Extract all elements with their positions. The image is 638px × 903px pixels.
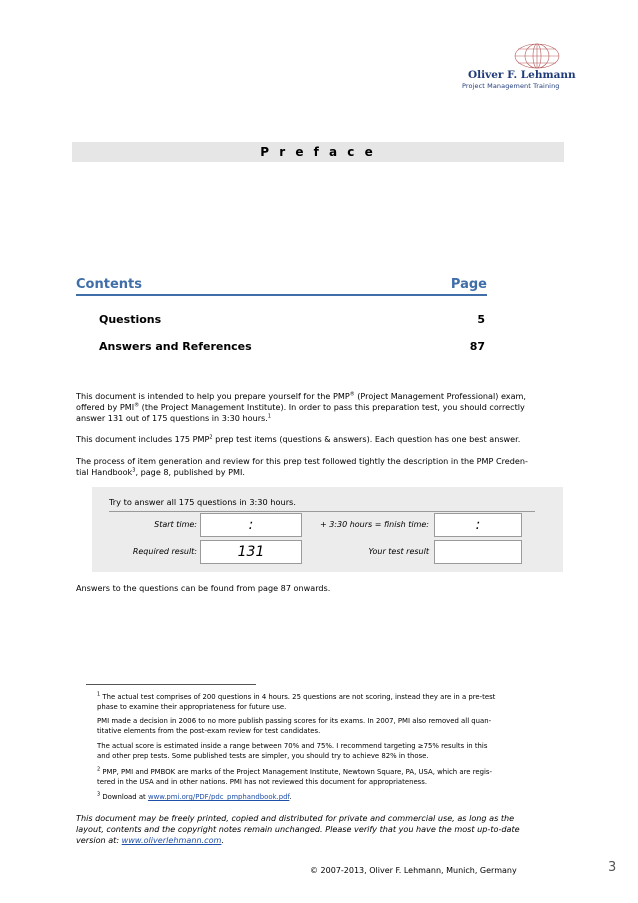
test-result-field[interactable] (434, 540, 522, 564)
footnote-2: $^2$ PMP, PMI and PMBOK are marks of the Project Management Institute, Newtown Square, PA, USA, which are regis- tered in the USA and in other nations. PMI has not reviewed this document for appropriateness. (97, 766, 492, 786)
footnote-1-continued: PMI made a decision in 2006 to no more publish passing scores for its exams. In 2007, PMI also removed all quan- titative elements from the post-exam review for test candidates. (97, 717, 492, 735)
footnote-3: $^3$ Download at www.pmi.org/PDF/pdc_pmphandbook.pdf. (97, 791, 292, 801)
toc-entry-title: Answers and References (99, 340, 252, 353)
page-heading: Page (450, 277, 487, 292)
toc-entry-page: 87 (469, 340, 485, 353)
divider (109, 511, 535, 512)
intro-paragraph-1: This document is intended to help you prepare yourself for the PMP® (Project Management Professional) exam, offered by PMI® (the Project Management Institute). In order to pass this preparation test, you should correctly answer 131 out of 175 questions in 3:30 hours.$^1$ (76, 391, 527, 423)
start-time-label: Start time: (154, 520, 197, 529)
intro-paragraph-3: The process of item generation and review for this prep test followed tightly the description in the PMP Creden- tial Handbook$^3$, page 8, published by PMI. (76, 456, 528, 477)
preface-banner (72, 142, 564, 162)
answers-note: Answers to the questions can be found from page 87 onwards. (76, 583, 331, 593)
trybox-title: Try to answer all 175 questions in 3:30 hours. (109, 497, 296, 507)
page-title: P r e f a c e (260, 145, 376, 159)
toc-entry-title: Questions (99, 313, 162, 326)
contents-header (76, 277, 487, 296)
finish-time-label: + 3:30 hours = finish time: (319, 520, 429, 529)
intro-paragraph-2: This document includes 175 PMP$^2$ prep test items (questions & answers). Each question has one best answer. (76, 434, 521, 444)
required-result-label: Required result: (132, 547, 197, 556)
required-result-field: 131 (200, 540, 302, 564)
footer-copyright: © 2007-2013, Oliver F. Lehmann, Munich, Germany (310, 866, 517, 875)
footnote-ref: 1 (267, 413, 272, 420)
logo (462, 42, 576, 92)
toc-entry-answers[interactable] (99, 340, 485, 356)
page-number: 3 (608, 860, 617, 875)
logo-name: Oliver F. Lehmann (468, 69, 576, 81)
footnote-rule (86, 684, 256, 685)
start-time-field[interactable]: : (200, 513, 302, 537)
pmi-handbook-link[interactable]: www.pmi.org/PDF/pdc_pmphandbook.pdf (147, 793, 290, 801)
test-result-label: Your test result (368, 547, 429, 556)
globe-icon (462, 42, 567, 72)
finish-time-field[interactable]: : (434, 513, 522, 537)
footnote-1-score: The actual score is estimated inside a range between 70% and 75%. I recommend targeting ≥75% results in this and other prep tests. Some published tests are simpler, you should try to achieve 82% in those. (97, 742, 488, 760)
copyright-notice: This document may be freely printed, copied and distributed for private and commercial use, as long as the layout, contents and the copyright notes remain unchanged. Please verify that you have the most up-to-date version at: www.oliverlehmann.com. (76, 813, 520, 845)
test-timing-box (92, 487, 563, 572)
toc-entry-page: 5 (477, 313, 485, 326)
contents-heading: Contents (76, 277, 142, 292)
footnote-1: $^1$ The actual test comprises of 200 questions in 4 hours. 25 questions are not scoring, instead they are in a pre-test phase to examine their appropriateness for future use. (97, 691, 496, 711)
toc-entry-questions[interactable] (99, 313, 485, 329)
website-link[interactable]: www.oliverlehmann.com (121, 835, 222, 845)
logo-subtitle: Project Management Training (462, 82, 560, 90)
